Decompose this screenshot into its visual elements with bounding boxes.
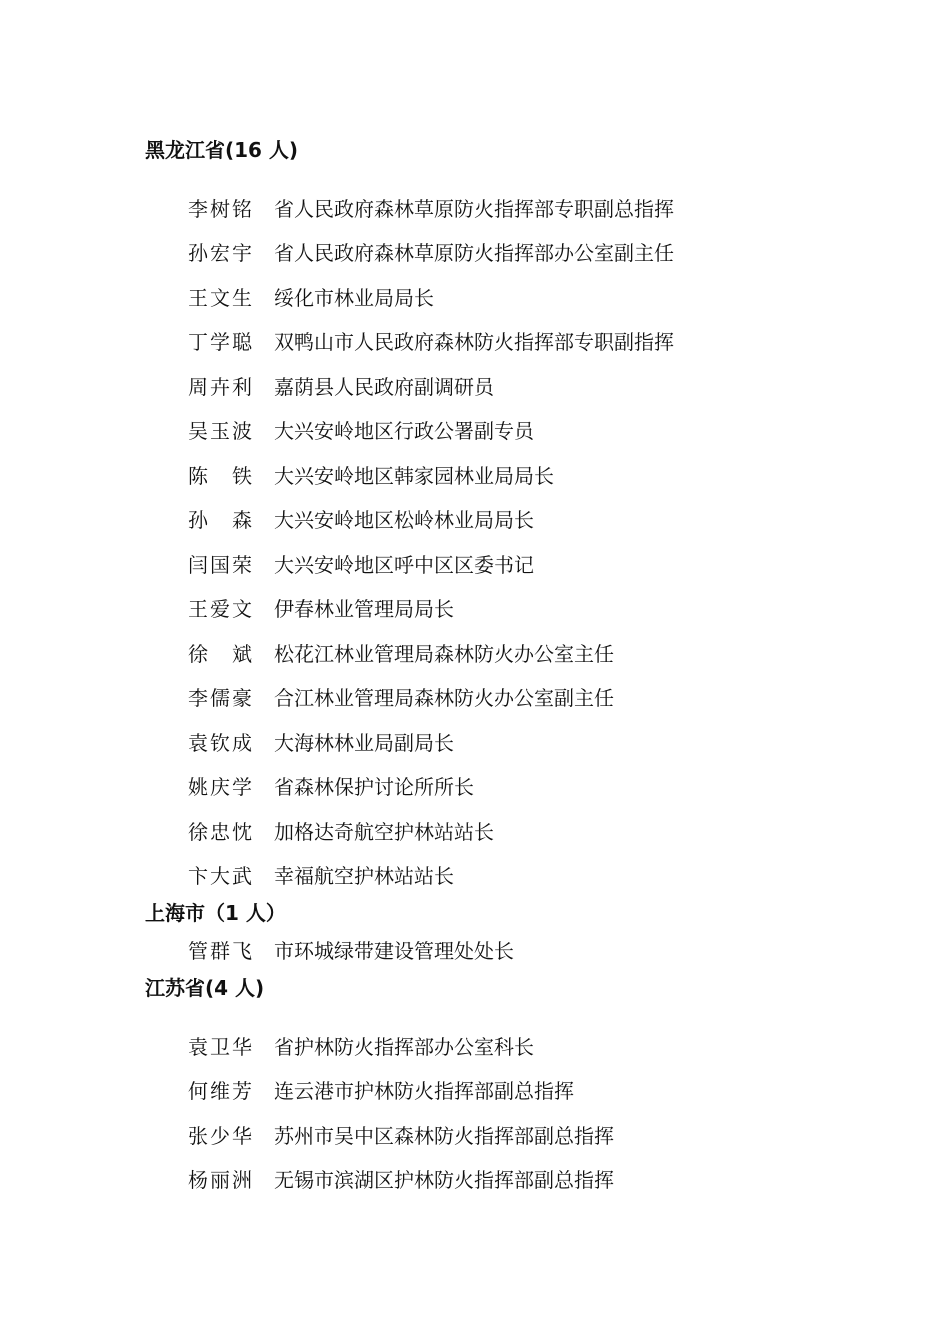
person-name: 管群飞 <box>188 939 252 963</box>
person-name: 何维芳 <box>188 1079 252 1103</box>
person-name: 王爱文 <box>188 597 252 621</box>
person-name: 姚庆学 <box>188 775 252 799</box>
person-name: 孙宏宇 <box>188 241 252 265</box>
person-title: 绥化市林业局局长 <box>274 286 434 310</box>
person-name: 闫国荣 <box>188 553 252 577</box>
section-heading-shanghai: 上海市（1 人） <box>145 901 286 925</box>
person-name: 徐 斌 <box>188 642 252 666</box>
person-title: 无锡市滨湖区护林防火指挥部副总指挥 <box>274 1168 614 1192</box>
person-name: 丁学聪 <box>188 330 252 354</box>
person-title: 嘉荫县人民政府副调研员 <box>274 375 494 399</box>
person-title: 省人民政府森林草原防火指挥部办公室副主任 <box>274 241 674 265</box>
person-title: 大兴安岭地区行政公署副专员 <box>274 419 534 443</box>
person-name: 李树铭 <box>188 197 252 221</box>
person-title: 市环城绿带建设管理处处长 <box>274 939 514 963</box>
person-title: 大海林林业局副局长 <box>274 731 454 755</box>
person-name: 周卉利 <box>188 375 252 399</box>
person-title: 省森林保护讨论所所长 <box>274 775 474 799</box>
person-name: 孙 森 <box>188 508 252 532</box>
person-name: 卞大武 <box>188 864 252 888</box>
person-title: 大兴安岭地区韩家园林业局局长 <box>274 464 554 488</box>
person-name: 袁卫华 <box>188 1035 252 1059</box>
person-name: 张少华 <box>188 1124 252 1148</box>
person-title: 省人民政府森林草原防火指挥部专职副总指挥 <box>274 197 674 221</box>
person-title: 双鸭山市人民政府森林防火指挥部专职副指挥 <box>274 330 674 354</box>
person-name: 王文生 <box>188 286 252 310</box>
person-name: 李儒豪 <box>188 686 252 710</box>
person-title: 大兴安岭地区呼中区区委书记 <box>274 553 534 577</box>
person-title: 合江林业管理局森林防火办公室副主任 <box>274 686 614 710</box>
person-title: 省护林防火指挥部办公室科长 <box>274 1035 534 1059</box>
person-title: 加格达奇航空护林站站长 <box>274 820 494 844</box>
person-title: 伊春林业管理局局长 <box>274 597 454 621</box>
section-heading-jiangsu: 江苏省(4 人) <box>145 976 265 1000</box>
person-name: 袁钦成 <box>188 731 252 755</box>
person-name: 吴玉波 <box>188 419 252 443</box>
person-title: 幸福航空护林站站长 <box>274 864 454 888</box>
person-name: 杨丽洲 <box>188 1168 252 1192</box>
person-title: 苏州市吴中区森林防火指挥部副总指挥 <box>274 1124 614 1148</box>
person-title: 松花江林业管理局森林防火办公室主任 <box>274 642 614 666</box>
person-title: 大兴安岭地区松岭林业局局长 <box>274 508 534 532</box>
person-title: 连云港市护林防火指挥部副总指挥 <box>274 1079 574 1103</box>
person-name: 徐忠忱 <box>188 820 252 844</box>
section-heading-heilongjiang: 黑龙江省(16 人) <box>145 138 299 162</box>
person-name: 陈 铁 <box>188 464 252 488</box>
